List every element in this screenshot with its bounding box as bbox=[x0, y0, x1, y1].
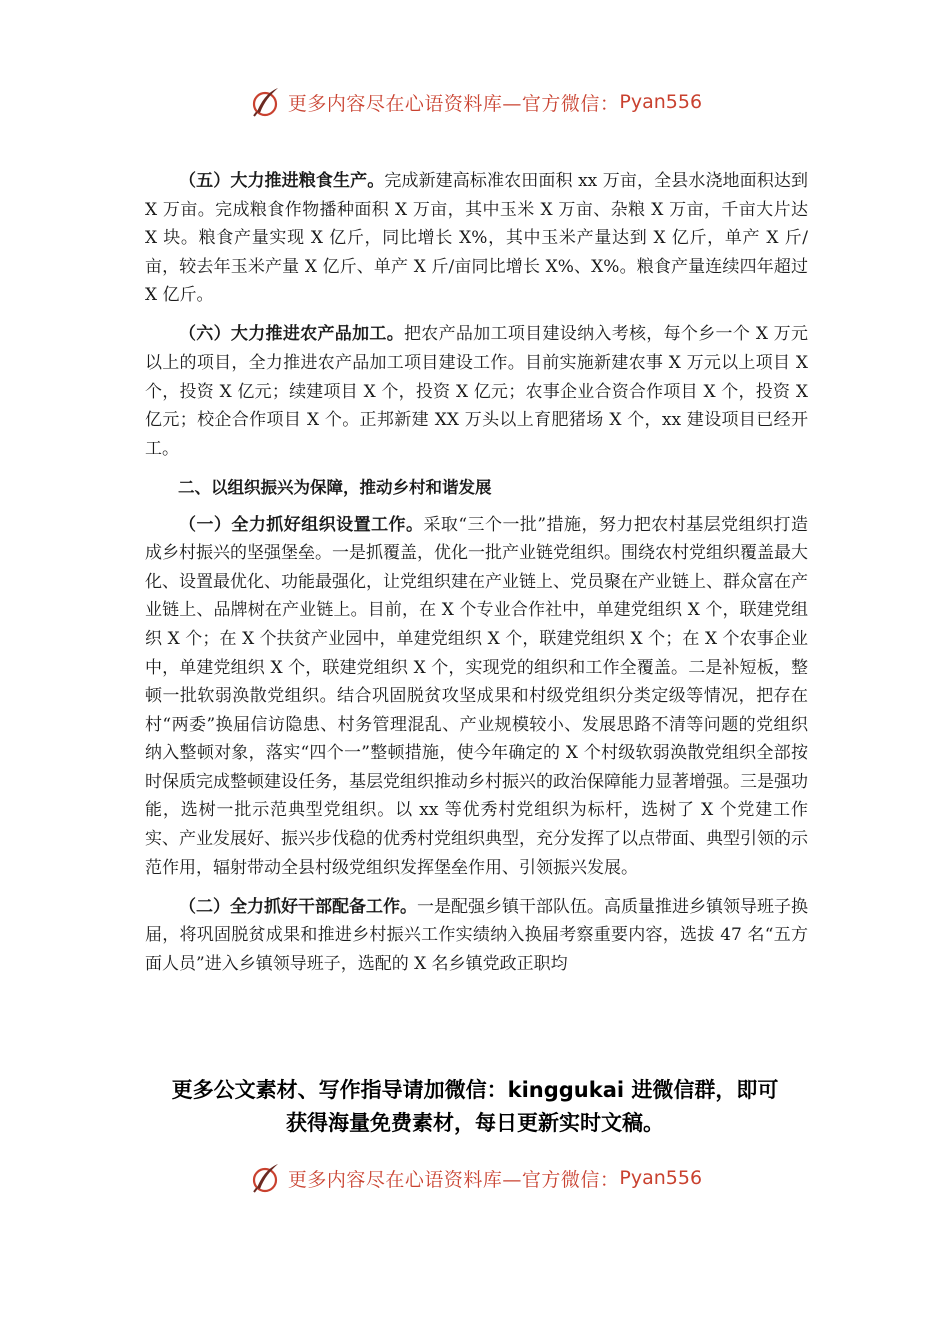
footer-wechat-id: Pyan556 bbox=[619, 1167, 703, 1189]
paragraph-lead: （一）全力抓好组织设置工作。 bbox=[179, 514, 424, 535]
promo-notice bbox=[0, 1074, 950, 1140]
header-banner bbox=[0, 82, 950, 122]
paragraph-cadre-allocation bbox=[145, 893, 808, 979]
paragraph-lead: （五）大力推进粮食生产。 bbox=[179, 171, 385, 191]
paragraph-body: 完成新建高标准农田面积 xx 万亩，全县水浇地面积达到 X 万亩。完成粮食作物播种面积 X 万亩，其中玉米 X 万亩、杂粮 X 万亩，千亩大片达 X 块。粮食产量实现 X 亿斤，同比增长 X%，其中玉米产量达到 X 亿斤，单产 X 斤/亩，较去年玉米产量 X 亿斤、单产 X 斤/亩同比增长 X%、X%。粮食产量连续四年超过 X 亿斤。 bbox=[145, 171, 809, 306]
paragraph-lead: （六）大力推进农产品加工。 bbox=[179, 324, 404, 345]
paragraph-agri-processing bbox=[145, 320, 808, 463]
promo-line-1: 更多公文素材、写作指导请加微信：kinggukai 进微信群，即可 bbox=[171, 1078, 779, 1102]
paragraph-grain-production bbox=[145, 167, 808, 310]
paragraph-org-setup bbox=[145, 511, 808, 883]
paragraph-lead: （二）全力抓好干部配备工作。 bbox=[179, 896, 417, 917]
footer-banner-text: 更多内容尽在心语资料库—官方微信： bbox=[287, 1168, 620, 1191]
document-body bbox=[145, 167, 808, 989]
paragraph-body: 采取“三个一批”措施，努力把农村基层党组织打造成乡村振兴的坚强堡垒。一是抓覆盖，优化一批产业链党组织。围绕农村党组织覆盖最大化、设置最优化、功能最强化，让党组织建在产业链上、党员聚在产业链上、群众富在产业链上、品牌树在产业链上。目前，在 X 个专业合作社中，单建党组织 X 个，联建党组织 X 个；在 X 个扶贫产业园中，单建党组织 X 个，联建党组织 X 个；在 X 个农事企业中，单建党组织 X 个，联建党组织 X 个，实现党的组织和工作全覆盖。二是补短板，整顿一批软弱涣散党组织。结合巩固脱贫攻坚成果和村级党组织分类定级等情况，把存在村“两委”换届信访隐患、村务管理混乱、产业规模较小、发展思路不清等问题的党组织纳入整顿对象，落实“四个一”整顿措施，使今年确定的 X 个村级软弱涣散党组织全部按时保质完成整顿建设任务，基层党组织推动乡村振兴的政治保障能力显著增强。三是强功能，选树一批示范典型党组织。以 xx 等优秀村党组织为标杆，选树了 X 个党建工作实、产业发展好、振兴步伐稳的优秀村党组织典型，充分发挥了以点带面、典型引领的示范作用，辐射带动全县村级党组织发挥堡垒作用、引领振兴发展。 bbox=[145, 514, 808, 878]
paragraph-body: 一是配强乡镇干部队伍。高质量推进乡镇领导班子换届，将巩固脱贫成果和推进乡村振兴工作实绩纳入换届考察重要内容，选拔 47 名“五方面人员”进入乡镇领导班子，选配的 X 名乡镇党政正职均 bbox=[145, 896, 808, 974]
section-heading: 二、以组织振兴为保障，推动乡村和谐发展 bbox=[178, 477, 492, 497]
promo-line-2: 获得海量免费素材，每日更新实时文稿。 bbox=[286, 1111, 664, 1135]
header-banner-text: 更多内容尽在心语资料库—官方微信： bbox=[287, 92, 620, 115]
quill-pen-icon bbox=[248, 85, 282, 119]
header-wechat-id: Pyan556 bbox=[619, 91, 703, 113]
paragraph-body: 把农产品加工项目建设纳入考核，每个乡一个 X 万元以上的项目，全力推进农产品加工项目建设工作。目前实施新建农事 X 万元以上项目 X 个，投资 X 亿元；续建项目 X 个，投资 X 亿元；农事企业合资合作项目 X 个，投资 X 亿元；校企合作项目 X 个。正邦新建 XX 万头以上育肥猪场 X 个，xx 建设项目已经开工。 bbox=[145, 324, 808, 459]
quill-pen-icon bbox=[248, 1161, 282, 1195]
footer-banner bbox=[0, 1158, 950, 1198]
